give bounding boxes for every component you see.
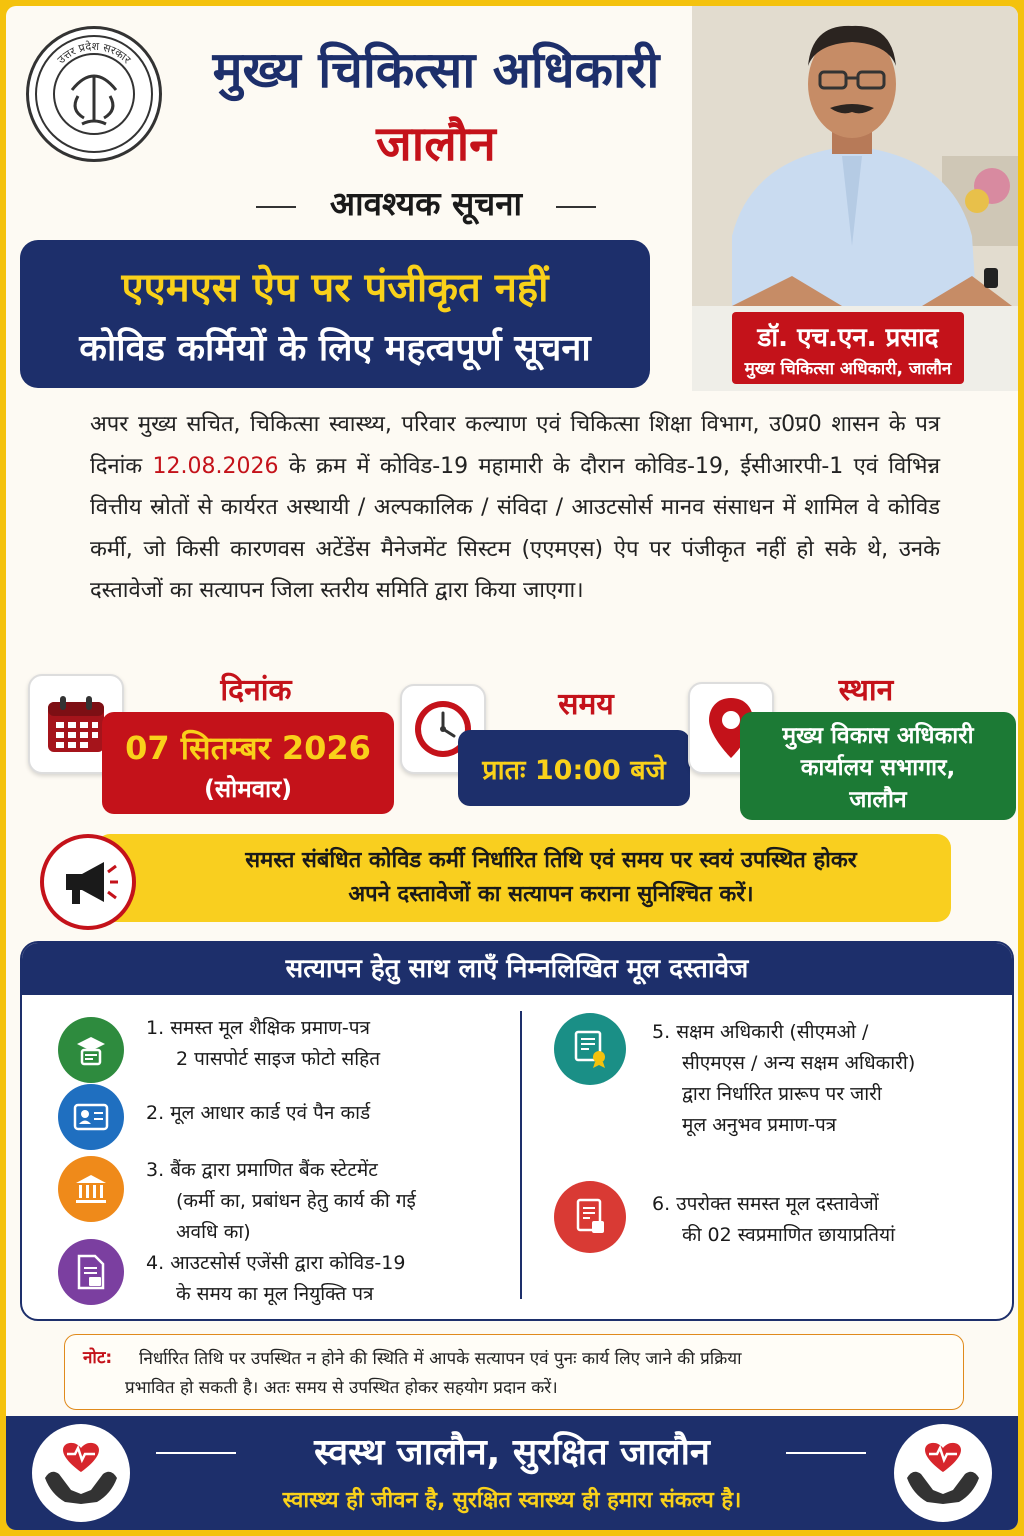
doc-line: के समय का मूल नियुक्ति पत्र <box>176 1283 374 1305</box>
document-item-5 <box>652 1017 915 1141</box>
notice-label: आवश्यक सूचना <box>329 184 523 223</box>
doc-line: सक्षम अधिकारी (सीएमओ / <box>676 1021 869 1043</box>
doc-line: सीएमएस / अन्य सक्षम अधिकारी) <box>682 1052 916 1074</box>
alert-line2: अपने दस्तावेजों का सत्यापन कराना सुनिश्चित करें। <box>348 882 754 907</box>
attendance-alert <box>96 834 951 922</box>
document-item-4 <box>146 1248 405 1310</box>
official-nameplate <box>732 312 964 384</box>
footer-line-right <box>786 1452 866 1454</box>
notice-label-wrap <box>256 176 596 232</box>
doc-line: (कर्मी का, प्रबांधन हेतु कार्य की गई <box>176 1190 416 1212</box>
footer-tagline: स्वास्थ्य ही जीवन है, सुरक्षित स्वास्थ्य ही हमारा संकल्प है। <box>282 1488 742 1513</box>
place-line3: जालौन <box>849 787 907 813</box>
doc-line: उपरोक्त समस्त मूल दस्तावेजों <box>676 1193 879 1215</box>
alert-line1: समस्त संबंधित कोविड कर्मी निर्धारित तिथि एवं समय पर स्वयं उपस्थित होकर <box>245 848 857 873</box>
note-text <box>125 1345 951 1403</box>
note-line1: निर्धारित तिथि पर उपस्थित न होने की स्थिति में आपके सत्यापन एवं पुनः कार्य लिए जाने की प्रक्रिया <box>139 1349 742 1369</box>
doc-line: 2 पासपोर्ट साइज फोटो सहित <box>176 1048 381 1070</box>
footer <box>6 1416 1018 1530</box>
document-item-1 <box>146 1013 380 1075</box>
health-care-hands-icon <box>894 1424 992 1522</box>
event-date: 07 सितम्बर 2026 <box>125 729 371 767</box>
megaphone-icon <box>40 834 136 930</box>
notice-poster <box>6 6 1018 1530</box>
up-government-emblem <box>26 26 162 162</box>
time-box <box>458 730 690 806</box>
doc-line: मूल अनुभव प्रमाण-पत्र <box>682 1114 837 1136</box>
event-day: (सोमवार) <box>203 775 293 803</box>
doc-line: बैंक द्वारा प्रमाणित बैंक स्टेटमेंट <box>170 1159 378 1181</box>
bank-icon <box>58 1156 124 1222</box>
divider-right <box>556 206 596 208</box>
page-title: मुख्य चिकित्सा अधिकारी <box>212 41 660 99</box>
doc-line: आउटसोर्स एजेंसी द्वारा कोविड-19 <box>170 1252 406 1274</box>
doc-num: 3. <box>146 1159 165 1181</box>
documents-divider <box>520 1011 522 1299</box>
banner-line1: एएमएस ऐप पर पंजीकृत नहीं <box>121 265 549 311</box>
place-label: स्थान <box>838 673 894 708</box>
body-text-part1: अपर मुख्य सचित, चिकित्सा स्वास्थ्य, परिवार कल्याण एवं चिकित्सा शिक्षा विभाग, उ0प्र0 शासन के पत्र दिनांक <box>90 412 940 479</box>
id-card-icon <box>58 1084 124 1150</box>
doc-num: 4. <box>146 1252 165 1274</box>
document-item-6 <box>652 1189 895 1251</box>
banner-line2: कोविड कर्मियों के लिए महत्वपूर्ण सूचना <box>79 328 591 369</box>
doc-num: 5. <box>652 1021 671 1043</box>
letter-date: 12.08.2026 <box>152 453 279 479</box>
document-item-2 <box>146 1098 370 1129</box>
self-attested-copies-icon <box>554 1181 626 1253</box>
documents-heading: सत्यापन हेतु साथ लाएँ निम्नलिखित मूल दस्तावेज <box>22 943 1012 995</box>
doc-line: समस्त मूल शैक्षिक प्रमाण-पत्र <box>170 1017 371 1039</box>
documents-section <box>20 941 1014 1321</box>
doc-num: 1. <box>146 1017 165 1039</box>
official-name: डॉ. एच.एन. प्रसाद <box>757 323 939 353</box>
doc-line: द्वारा निर्धारित प्रारूप पर जारी <box>682 1083 882 1105</box>
date-label: दिनांक <box>220 673 292 708</box>
note-label: नोट: <box>83 1348 113 1368</box>
district-title: जालौन <box>376 116 496 172</box>
divider-left <box>256 206 296 208</box>
doc-line: अवधि का) <box>176 1221 251 1243</box>
footer-slogan: स्वस्थ जालौन, सुरक्षित जालौन <box>314 1432 710 1473</box>
emblem-text: उत्तर प्रदेश सरकार <box>54 39 134 67</box>
doc-line: की 02 स्वप्रमाणित छायाप्रतियां <box>682 1224 896 1246</box>
education-certificate-icon <box>58 1017 124 1083</box>
place-line2: कार्यालय सभागार, <box>800 755 956 781</box>
doc-num: 6. <box>652 1193 671 1215</box>
event-time: प्रातः 10:00 बजे <box>482 755 666 786</box>
alert-text <box>156 844 946 912</box>
experience-certificate-icon <box>554 1013 626 1085</box>
headline-banner <box>20 240 650 388</box>
document-item-3 <box>146 1155 416 1248</box>
body-text-part2: के क्रम में कोविड-19 महामारी के दौरान कोविड-19, ईसीआरपी-1 एवं विभिन्न वित्तीय स्रोतों से कार्यरत अस्थायी / अल्पकालिक / संविदा / आउटसोर्स मानव संसाधन में शामिल वे कोविड कर्मी, जो किसी कारणवस अटेंडेंस मैनेजमेंट सिस्टम (एएमएस) ऐप पर पंजीकृत नहीं हो सके थे, उनके दस्तावेजों का सत्यापन जिला स्तरीय समिति द्वारा किया जाएगा। <box>90 453 940 603</box>
place-box <box>740 712 1016 820</box>
official-designation: मुख्य चिकित्सा अधिकारी, जालौन <box>744 359 952 379</box>
place-line1: मुख्य विकास अधिकारी <box>782 723 974 749</box>
note-line2: प्रभावित हो सकती है। अतः समय से उपस्थित होकर सहयोग प्रदान करें। <box>125 1378 558 1398</box>
doc-line: मूल आधार कार्ड एवं पैन कार्ड <box>170 1102 371 1124</box>
date-box <box>102 712 394 814</box>
doc-num: 2. <box>146 1102 165 1124</box>
notice-body <box>90 404 940 612</box>
appointment-letter-icon <box>58 1239 124 1305</box>
note-box <box>64 1334 964 1410</box>
time-label: समय <box>558 687 614 722</box>
